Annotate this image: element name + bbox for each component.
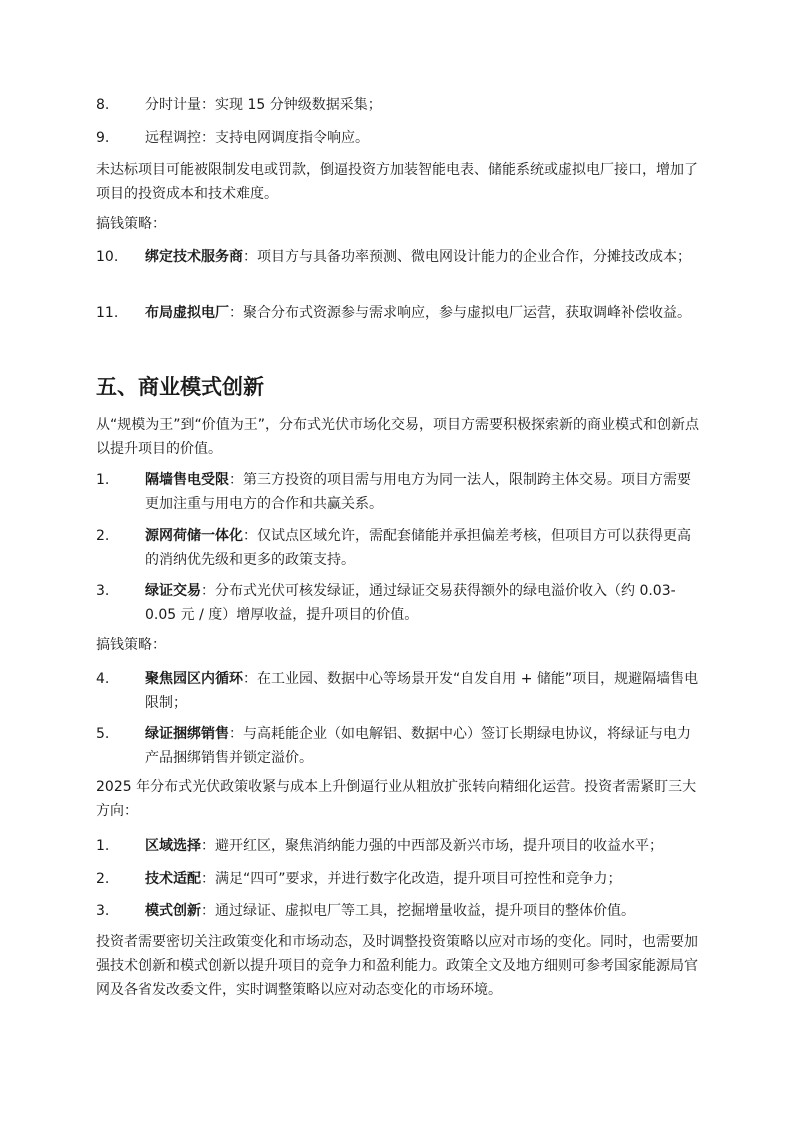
list-item [96,867,700,891]
section-heading: 五、商业模式创新 [96,375,264,399]
list-text: 隔墙售电受限：第三方投资的项目需与用电方为同一法人，限制跨主体交易。项目方需要更加注重与用电方的合作和共赢关系。 [145,472,691,512]
list-number: 3. [96,903,110,919]
list-number: 9. [96,130,110,146]
list-text: 远程调控：支持电网调度指令响应。 [145,130,369,146]
list-text: 布局虚拟电厂：聚合分布式资源参与需求响应，参与虚拟电厂运营，获取调峰补偿收益。 [145,305,691,321]
list-text: 绑定技术服务商：项目方与具备功率预测、微电网设计能力的企业合作，分摊技改成本； [145,249,691,265]
list-text: 技术适配：满足“四可”要求，并进行数字化改造，提升项目可控性和竞争力； [145,871,622,887]
strategy-label: 搞钱策略： [96,216,166,232]
list-number: 10. [96,249,119,265]
strategy-label: 搞钱策略： [96,637,166,653]
list-item [96,834,700,858]
list-number: 2. [96,528,110,544]
list-text: 源网荷储一体化：仅试点区域允许，需配套储能并承担偏差考核，但项目方可以获得更高的消纳优先级和更多的政策支持。 [145,528,691,568]
list-number: 2. [96,871,110,887]
list-item [96,899,700,923]
list-text: 区域选择：避开红区，聚焦消纳能力强的中西部及新兴市场，提升项目的收益水平； [145,838,663,854]
list-emphasis: 隔墙售电受限 [145,472,229,488]
list-number: 1. [96,838,110,854]
paragraph: 未达标项目可能被限制发电或罚款，倒逼投资方加装智能电表、储能系统或虚拟电厂接口，增加了项目的投资成本和技术难度。 [96,162,698,202]
list-emphasis: 聚焦园区内循环 [145,671,243,687]
list-number: 4. [96,671,110,687]
list-item [96,245,700,269]
list-item [96,579,700,627]
list-item [96,722,700,770]
list-item [96,126,700,150]
paragraph: 从“规模为王”到“价值为王”，分布式光伏市场化交易，项目方需要积极探索新的商业模式和创新点以提升项目的价值。 [96,417,700,457]
list-item [96,301,700,325]
list-text: 绿证捆绑销售：与高耗能企业（如电解铝、数据中心）签订长期绿电协议，将绿证与电力产品捆绑销售并锁定溢价。 [145,726,691,766]
list-emphasis: 技术适配 [145,871,201,887]
list-number: 8. [96,97,110,113]
list-number: 3. [96,583,110,599]
list-emphasis: 绿证捆绑销售 [145,726,229,742]
paragraph: 投资者需要密切关注政策变化和市场动态，及时调整投资策略以应对市场的变化。同时，也需要加强技术创新和模式创新以提升项目的竞争力和盈利能力。政策全文及地方细则可参考国家能源局官网及各省发改委文件，实时调整策略以应对动态变化的市场环境。 [96,934,698,998]
list-emphasis: 布局虚拟电厂 [145,305,229,321]
list-text: 模式创新：通过绿证、虚拟电厂等工具，挖掘增量收益，提升项目的整体价值。 [145,903,635,919]
list-emphasis: 绑定技术服务商 [145,249,243,265]
list-number: 11. [96,305,119,321]
list-text: 分时计量：实现 15 分钟级数据采集； [145,97,382,113]
list-item [96,667,700,715]
list-item [96,93,700,117]
list-text: 绿证交易：分布式光伏可核发绿证，通过绿证交易获得额外的绿电溢价收入（约 0.03-0.05 元 / 度）增厚收益，提升项目的价值。 [145,583,676,623]
list-number: 1. [96,472,110,488]
list-number: 5. [96,726,110,742]
list-item [96,468,700,516]
list-emphasis: 模式创新 [145,903,201,919]
paragraph: 2025 年分布式光伏政策收紧与成本上升倒逼行业从粗放扩张转向精细化运营。投资者需紧盯三大方向： [96,779,697,819]
list-emphasis: 源网荷储一体化 [145,528,243,544]
list-item [96,524,700,572]
list-emphasis: 区域选择 [145,838,201,854]
list-emphasis: 绿证交易 [145,583,201,599]
list-text: 聚焦园区内循环：在工业园、数据中心等场景开发“自发自用 + 储能”项目，规避隔墙售电限制； [145,671,699,711]
